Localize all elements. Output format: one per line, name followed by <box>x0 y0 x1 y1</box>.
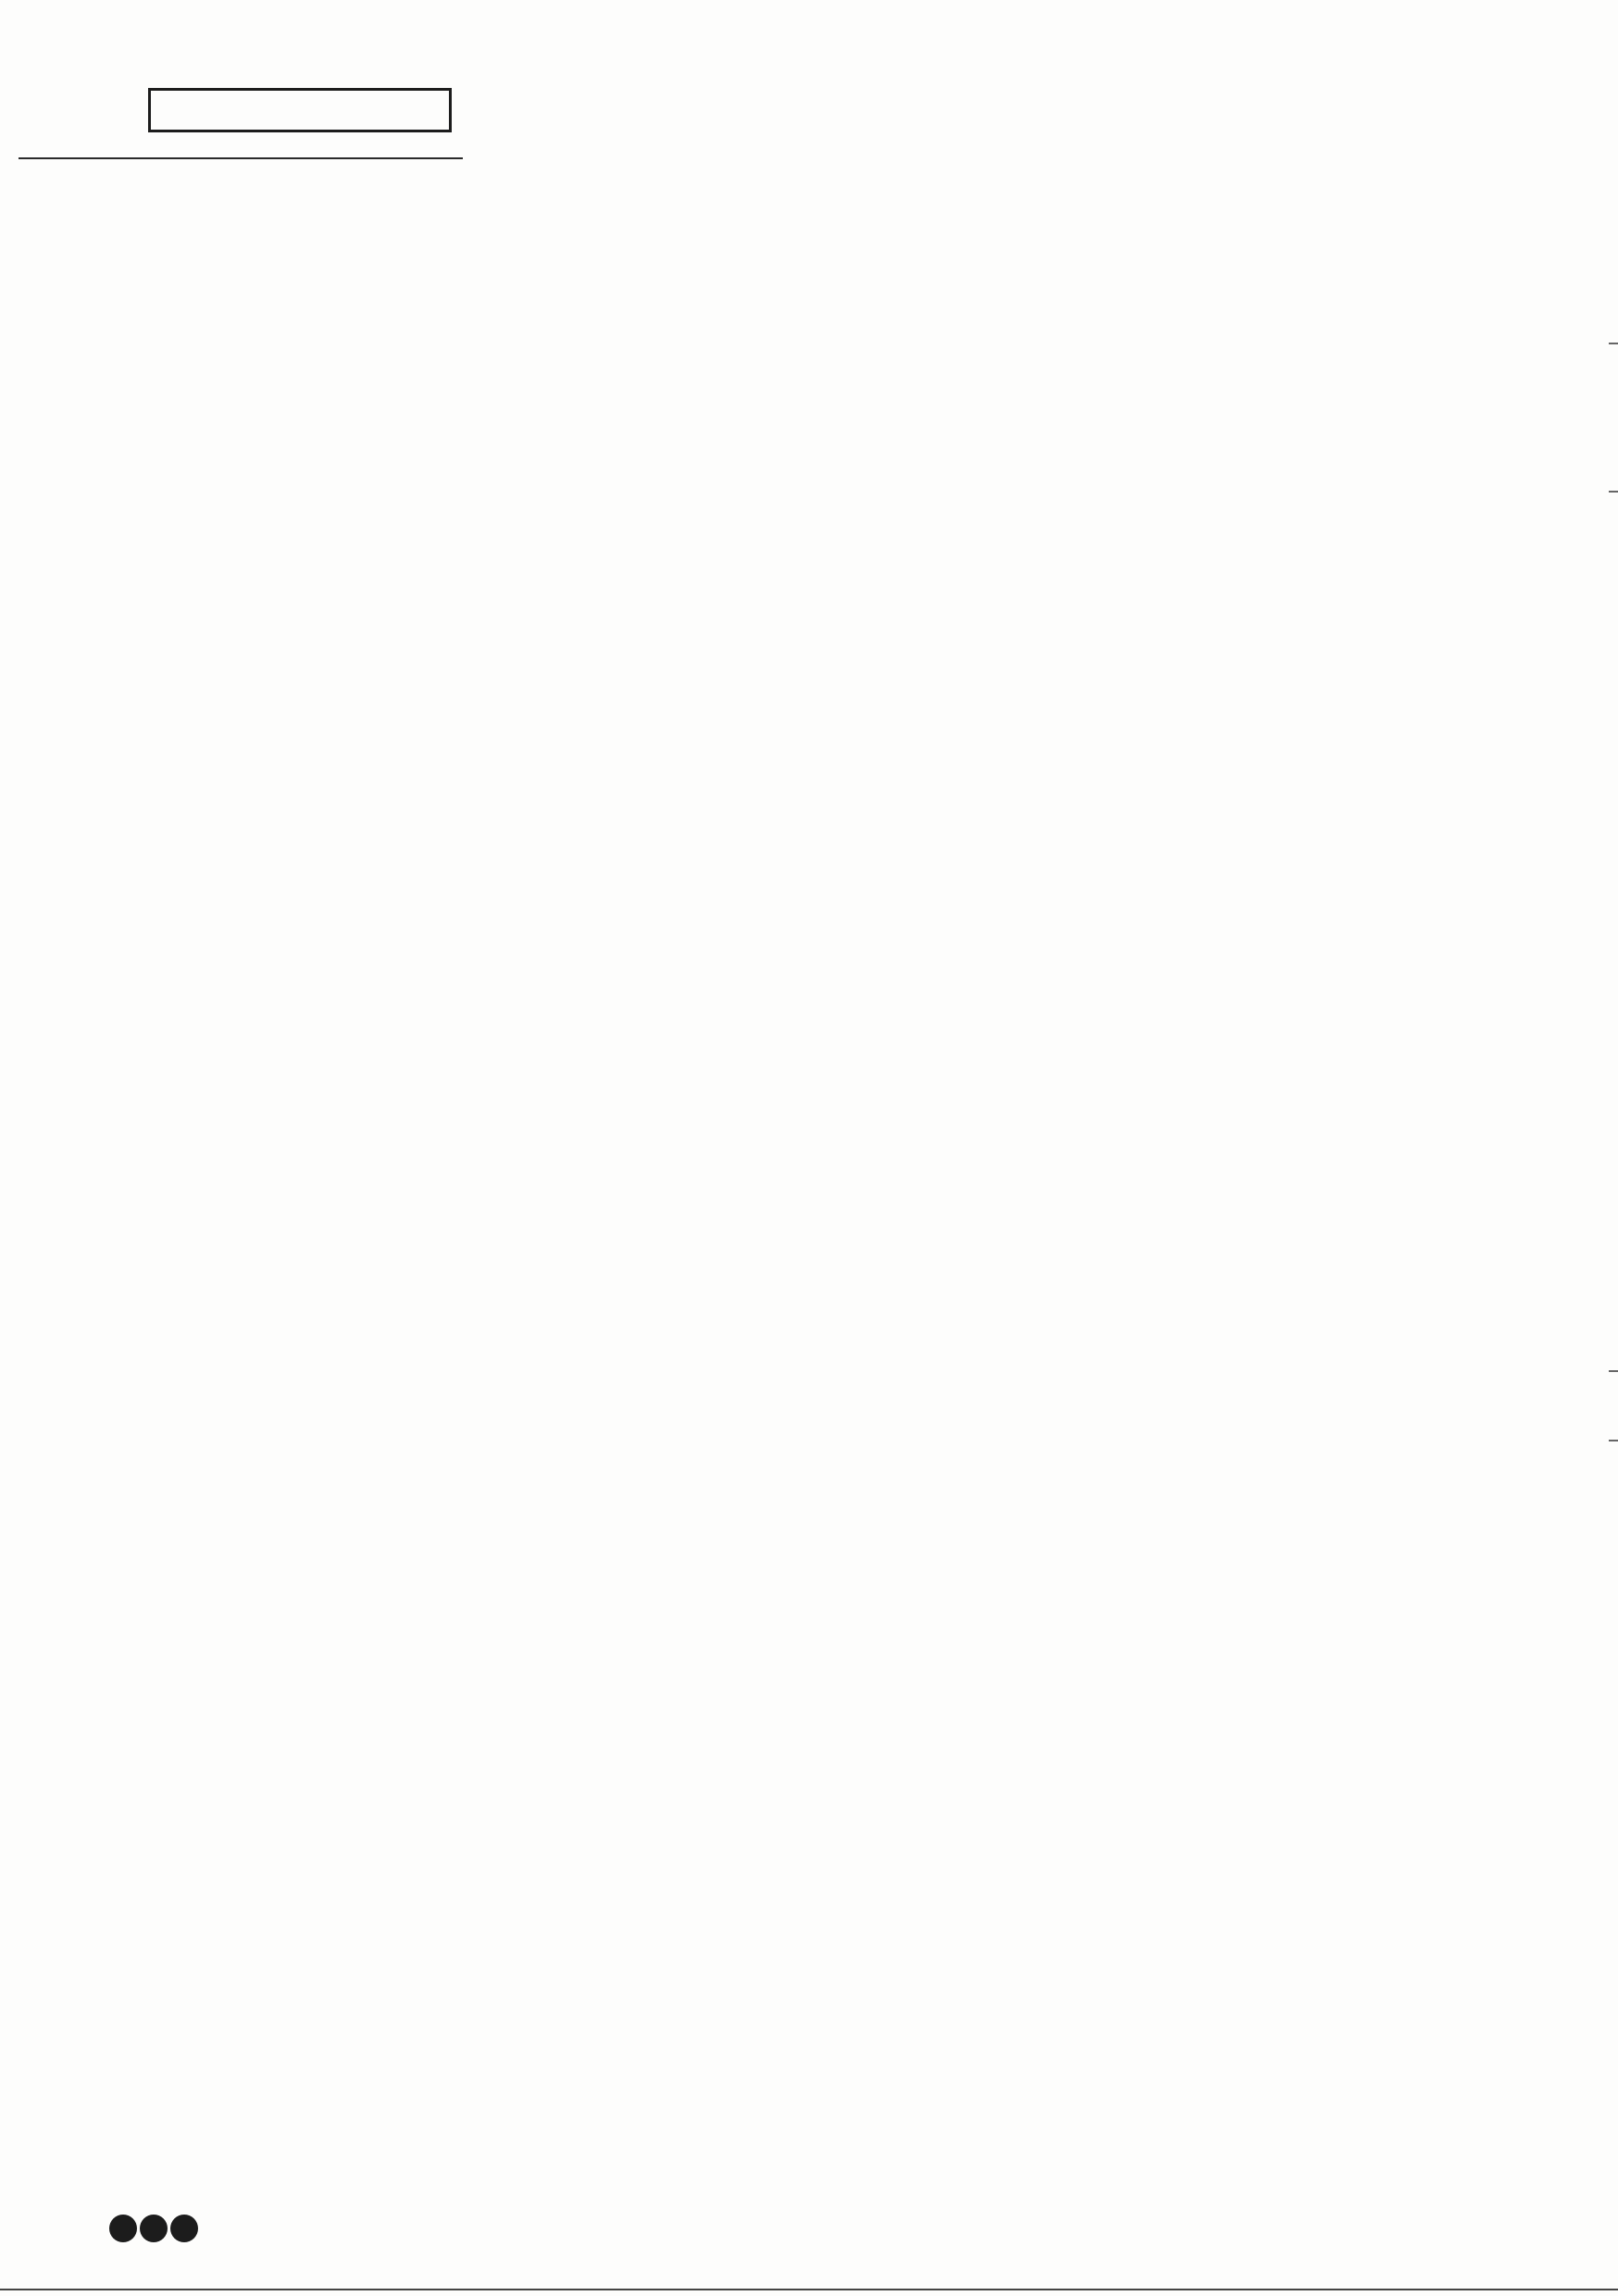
edge-mark <box>1609 343 1618 344</box>
page-number-digit <box>140 2215 168 2242</box>
page-number <box>109 2215 198 2242</box>
header-rule <box>19 157 463 159</box>
running-header-box <box>148 88 452 132</box>
page-number-digit <box>170 2215 198 2242</box>
edge-mark <box>1609 1440 1618 1441</box>
page-number-digit <box>109 2215 137 2242</box>
edge-mark <box>1609 1370 1618 1372</box>
edge-mark <box>1609 491 1618 493</box>
page-bottom-edge <box>0 2289 1618 2290</box>
